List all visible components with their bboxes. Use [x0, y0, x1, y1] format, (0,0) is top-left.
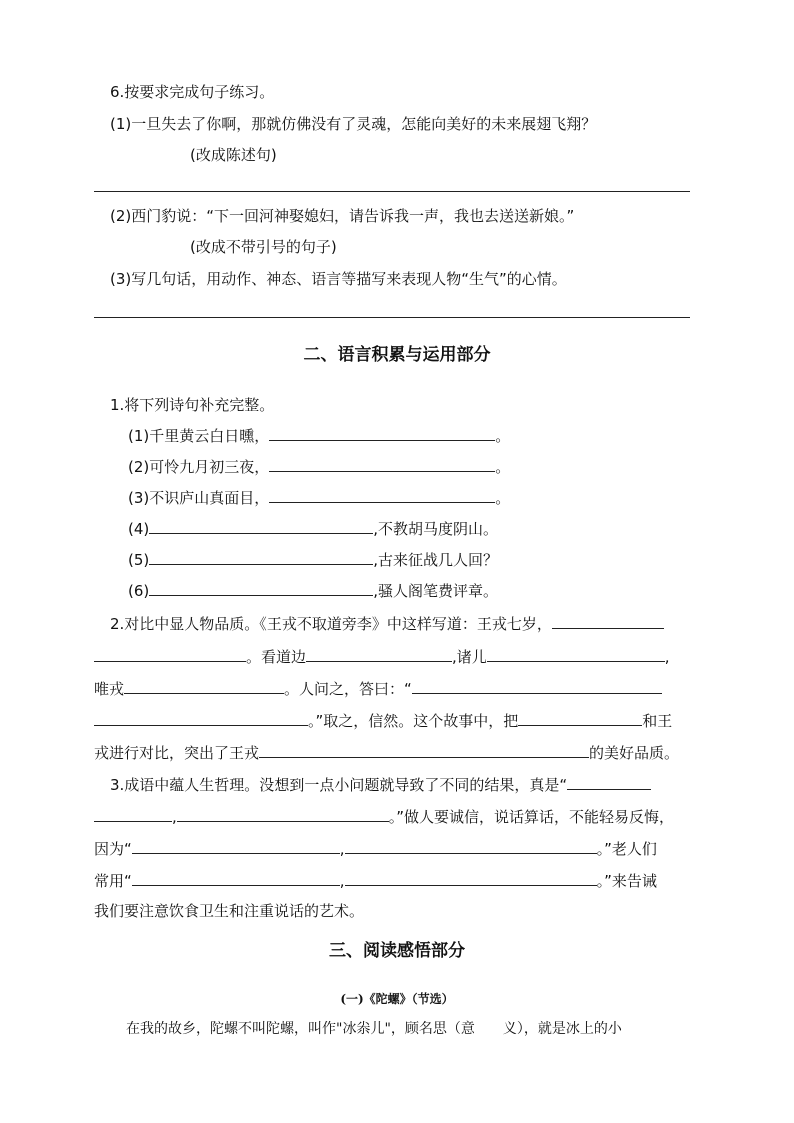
- question-2-text: ,: [664, 648, 670, 666]
- sentence-1-text: (1)一旦失去了你啊，那就仿佛没有了灵魂，怎能向美好的未来展翅飞翔？: [110, 115, 597, 133]
- question-2-text: 2.对比中显人物品质。《王戎不取道旁李》中这样写道：王戎七岁，: [110, 615, 552, 633]
- question-3-text: ,: [339, 872, 345, 890]
- question-3-line-5: 我们要注意饮食卫生和注重说话的艺术。: [94, 902, 365, 920]
- poem-end: 。: [495, 458, 511, 476]
- question-3-text: 因为“: [94, 840, 132, 858]
- poem-end: 。: [495, 489, 511, 507]
- blank[interactable]: [487, 647, 665, 662]
- poem-text: 千里黄云白日曛，: [149, 427, 270, 445]
- question-2-text: 的美好品质。: [589, 744, 680, 762]
- blank[interactable]: [552, 614, 664, 629]
- question-2-text: 。看道边: [246, 648, 307, 666]
- question-3-text: ,: [339, 840, 345, 858]
- poem-number: (5): [128, 551, 150, 569]
- passage-text: 在我的故乡，陀螺不叫陀螺，叫作"冰尜儿"，顾名思（意 义），就是冰上的小: [126, 1021, 622, 1037]
- question-3-text: 常用“: [94, 872, 132, 890]
- blank[interactable]: [345, 871, 597, 886]
- question-6-title: 6.按要求完成句子练习。: [110, 83, 275, 101]
- poem-text: ,不教胡马度阴山。: [373, 520, 499, 538]
- blank[interactable]: [124, 679, 284, 694]
- question-3-text: 。”老人们: [596, 840, 657, 858]
- section-2-title: 二、语言积累与运用部分: [303, 345, 491, 365]
- poem-number: (1): [128, 427, 150, 445]
- blank[interactable]: [518, 711, 642, 726]
- question-3-line-4: [94, 871, 657, 891]
- poem-text: ,古来征战几人回？: [373, 551, 499, 569]
- blank[interactable]: [132, 839, 340, 854]
- section-3-title: 三、阅读感悟部分: [329, 941, 465, 961]
- question-3-text: 。”来告诫: [596, 872, 657, 890]
- poem-blank[interactable]: [149, 550, 373, 565]
- question-2-line-5: [94, 743, 679, 763]
- blank[interactable]: [345, 839, 597, 854]
- poem-line-1: [128, 426, 510, 446]
- question-2-line-3: [94, 679, 662, 699]
- poem-text: ,骚人阁笔费评章。: [373, 582, 499, 600]
- answer-line-1[interactable]: [94, 191, 690, 192]
- poem-line-2: [128, 457, 510, 477]
- poem-text: 可怜九月初三夜，: [149, 458, 270, 476]
- passage-title: (一)《陀螺》（节选）: [340, 992, 454, 1006]
- poem-blank[interactable]: [269, 457, 495, 472]
- poem-number: (3): [128, 489, 150, 507]
- question-1-title: 1.将下列诗句补充完整。: [110, 396, 275, 414]
- blank[interactable]: [259, 743, 589, 758]
- blank[interactable]: [412, 679, 662, 694]
- sentence-2-instruction: (改成不带引号的句子): [190, 238, 337, 256]
- blank[interactable]: [94, 807, 172, 822]
- poem-line-3: [128, 488, 510, 508]
- question-3-text: 。”做人要诚信，说话算话，不能轻易反悔，: [388, 808, 675, 826]
- poem-blank[interactable]: [149, 581, 373, 596]
- blank[interactable]: [567, 775, 651, 790]
- question-3-line-2: [94, 807, 674, 827]
- sentence-3-text: (3)写几句话，用动作、神态、语言等描写来表现人物“生气”的心情。: [110, 270, 567, 288]
- question-2-line-2: [94, 647, 670, 667]
- poem-line-5: [128, 550, 498, 570]
- blank[interactable]: [177, 807, 389, 822]
- question-2-text: 唯戎: [94, 680, 125, 698]
- poem-number: (2): [128, 458, 150, 476]
- poem-blank[interactable]: [149, 519, 373, 534]
- question-3-line-1: [110, 775, 651, 795]
- question-2-text: ,诸儿: [452, 648, 487, 666]
- poem-line-4: [128, 519, 498, 539]
- question-2-text: 戎进行对比，突出了王戎: [94, 744, 260, 762]
- sentence-1-instruction: (改成陈述句): [190, 146, 277, 164]
- poem-line-6: [128, 581, 498, 601]
- blank[interactable]: [132, 871, 340, 886]
- blank[interactable]: [94, 647, 246, 662]
- question-2-line-1: [110, 614, 664, 634]
- poem-text: 不识庐山真面目，: [149, 489, 270, 507]
- question-3-text: ,: [172, 808, 177, 826]
- question-3-line-3: [94, 839, 657, 859]
- poem-blank[interactable]: [269, 488, 495, 503]
- poem-blank[interactable]: [269, 426, 495, 441]
- poem-number: (6): [128, 582, 150, 600]
- question-2-text: 和王: [642, 712, 673, 730]
- sentence-2-text: (2)西门豹说：“下一回河神娶媳妇，请告诉我一声，我也去送送新娘。”: [110, 207, 575, 225]
- poem-number: (4): [128, 520, 150, 538]
- question-2-line-4: [94, 711, 672, 731]
- answer-line-3[interactable]: [94, 317, 690, 318]
- question-3-text: 3.成语中蕴人生哲理。没想到一点小问题就导致了不同的结果，真是“: [110, 776, 568, 794]
- question-2-text: 。人问之，答曰：“: [284, 680, 412, 698]
- poem-end: 。: [495, 427, 511, 445]
- blank[interactable]: [306, 647, 452, 662]
- blank[interactable]: [94, 711, 308, 726]
- question-2-text: 。”取之，信然。这个故事中，把: [308, 712, 519, 730]
